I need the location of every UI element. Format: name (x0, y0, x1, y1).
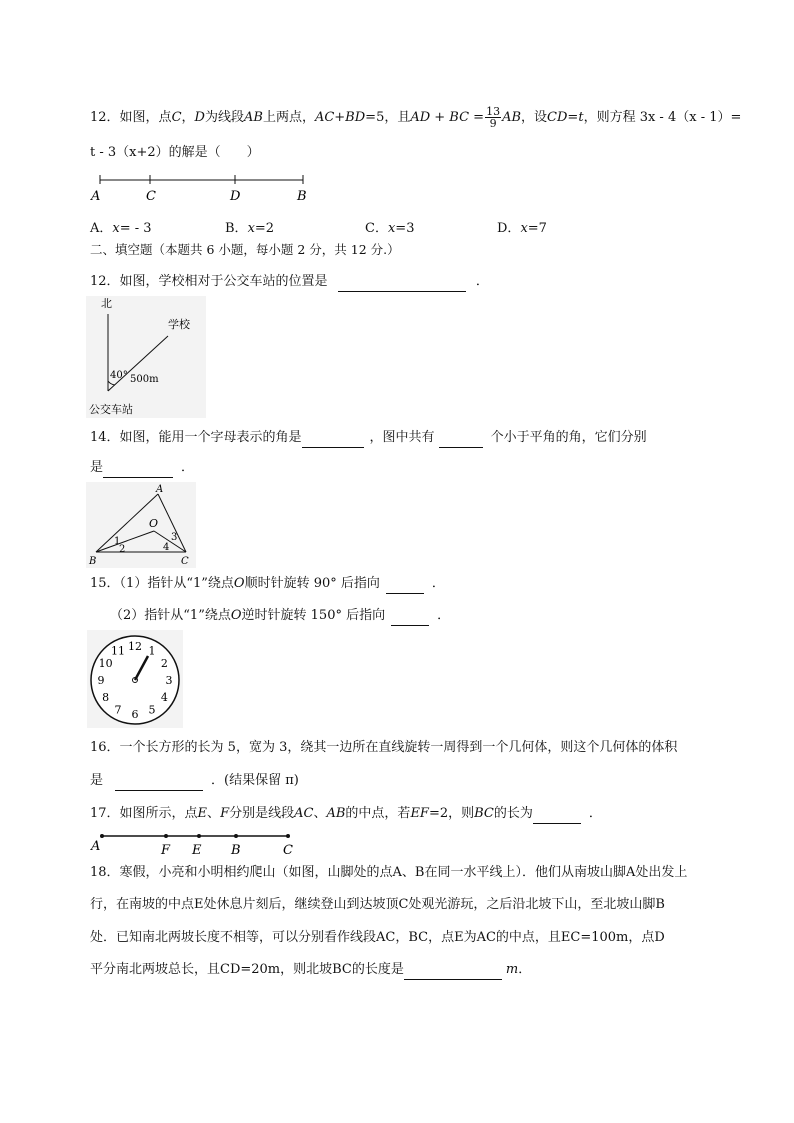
clock-numeral: 3 (165, 674, 173, 687)
answer-blank[interactable] (391, 625, 429, 626)
label-e: E (192, 843, 202, 856)
q18-line4: 平分南北两坡总长，且CD=20m，则北坡BC的长度是 m． (90, 960, 531, 980)
clock-numeral: 5 (148, 703, 156, 717)
q14-line1: 14．如图，能用一个字母表示的角是 ，图中共有 个小于平角的角，它们分别 (90, 428, 647, 448)
q12a-line1: 12．如图，点C，D为线段AB上两点，AC+BD=5，且AD + BC = $\frac{13}{9}$ AB，设CD=t，则方程 3x - 4（x - 1）= (90, 105, 742, 130)
vertex-o: O (149, 517, 159, 530)
option-a: A．x= - 3 (90, 221, 152, 236)
clock-numeral: 4 (160, 691, 168, 704)
q15-line2: （2）指针从“1”绕点O逆时针旋转 150° 后指向 ． (110, 606, 450, 626)
distance-label: 500m (130, 374, 159, 385)
label-c: C (283, 843, 293, 856)
label-d: D (230, 189, 241, 204)
clock-numeral: 11 (111, 644, 125, 658)
option-b: B．x=2 (225, 221, 275, 236)
segment-figure-afebc (88, 828, 298, 856)
q12a-line2: t - 3（x+2）的解是（ ） (90, 145, 260, 160)
q18-line1: 18．寒假，小亮和小明相约爬山（如图，山脚处的点A、B在同一水平线上）．他们从南坡山脚A处出发上 (90, 865, 688, 880)
option-c: C．x=3 (365, 221, 415, 236)
q18-line2: 行，在南坡的中点E处休息片刻后，继续登山到达坡顶C处观光游玩，之后沿北坡下山，至北坡山脚B (90, 897, 665, 912)
q17-line: 17．如图所示，点E、F分别是线段AC、AB的中点，若EF=2，则BC的长为 ． (90, 804, 602, 824)
q18-line3: 处．已知南北两坡长度不相等，可以分别看作线段AC，BC，点E为AC的中点，且EC=100m，点D (90, 930, 665, 945)
angle-3: 3 (171, 532, 178, 543)
answer-blank[interactable] (386, 593, 424, 594)
label-b: B (231, 843, 241, 856)
answer-blank[interactable] (404, 979, 502, 980)
q16-line1: 16．一个长方形的长为 5，宽为 3，绕其一边所在直线旋转一周得到一个几何体，则这个几何体的体积 (90, 740, 678, 755)
q14-line2: 是 ． (90, 458, 194, 478)
angle-4: 4 (163, 542, 170, 553)
segment-figure-acdb (88, 172, 318, 204)
clock-numeral: 9 (97, 674, 105, 687)
answer-blank[interactable] (533, 823, 581, 824)
answer-blank[interactable] (103, 477, 173, 478)
section-heading: 二、填空题（本题共 6 小题，每小题 2 分，共 12 分.） (90, 242, 400, 257)
angle-1: 1 (114, 536, 121, 547)
clock-numeral: 7 (114, 703, 122, 717)
q12b-line: 12．如图，学校相对于公交车站的位置是 ． (90, 272, 489, 292)
angle-2: 2 (119, 544, 126, 555)
q16-line2: 是 ．(结果保留 π) (90, 771, 299, 791)
clock-numeral: 6 (131, 708, 139, 721)
option-d: D．x=7 (497, 221, 547, 236)
label-f: F (161, 843, 171, 856)
answer-blank[interactable] (302, 447, 364, 448)
answer-blank[interactable] (115, 790, 203, 791)
q15-line1: 15．（1）指针从“1”绕点O顺时针旋转 90° 后指向 ． (90, 574, 445, 594)
clock-numeral: 2 (160, 657, 168, 670)
label-c: C (146, 189, 156, 204)
north-label: 北 (101, 297, 112, 310)
angle-label: 40° (110, 370, 128, 381)
clock-numeral: 1 (148, 644, 156, 658)
vertex-c: C (181, 556, 189, 567)
vertex-b: B (89, 556, 97, 567)
clock-figure (87, 630, 183, 728)
answer-blank[interactable] (439, 447, 483, 448)
bearing-figure (86, 296, 206, 418)
label-a: A (91, 839, 101, 854)
clock-numeral: 12 (128, 640, 142, 653)
clock-numeral: 8 (102, 691, 110, 704)
station-label: 公交车站 (89, 403, 133, 416)
clock-numeral: 10 (98, 657, 113, 670)
answer-blank[interactable] (338, 291, 466, 292)
label-a: A (91, 189, 101, 204)
triangle-figure (86, 482, 196, 568)
school-label: 学校 (168, 318, 190, 331)
label-b: B (297, 189, 307, 204)
fraction: $\frac{13}{9}$ (486, 105, 501, 130)
vertex-a: A (156, 484, 164, 495)
